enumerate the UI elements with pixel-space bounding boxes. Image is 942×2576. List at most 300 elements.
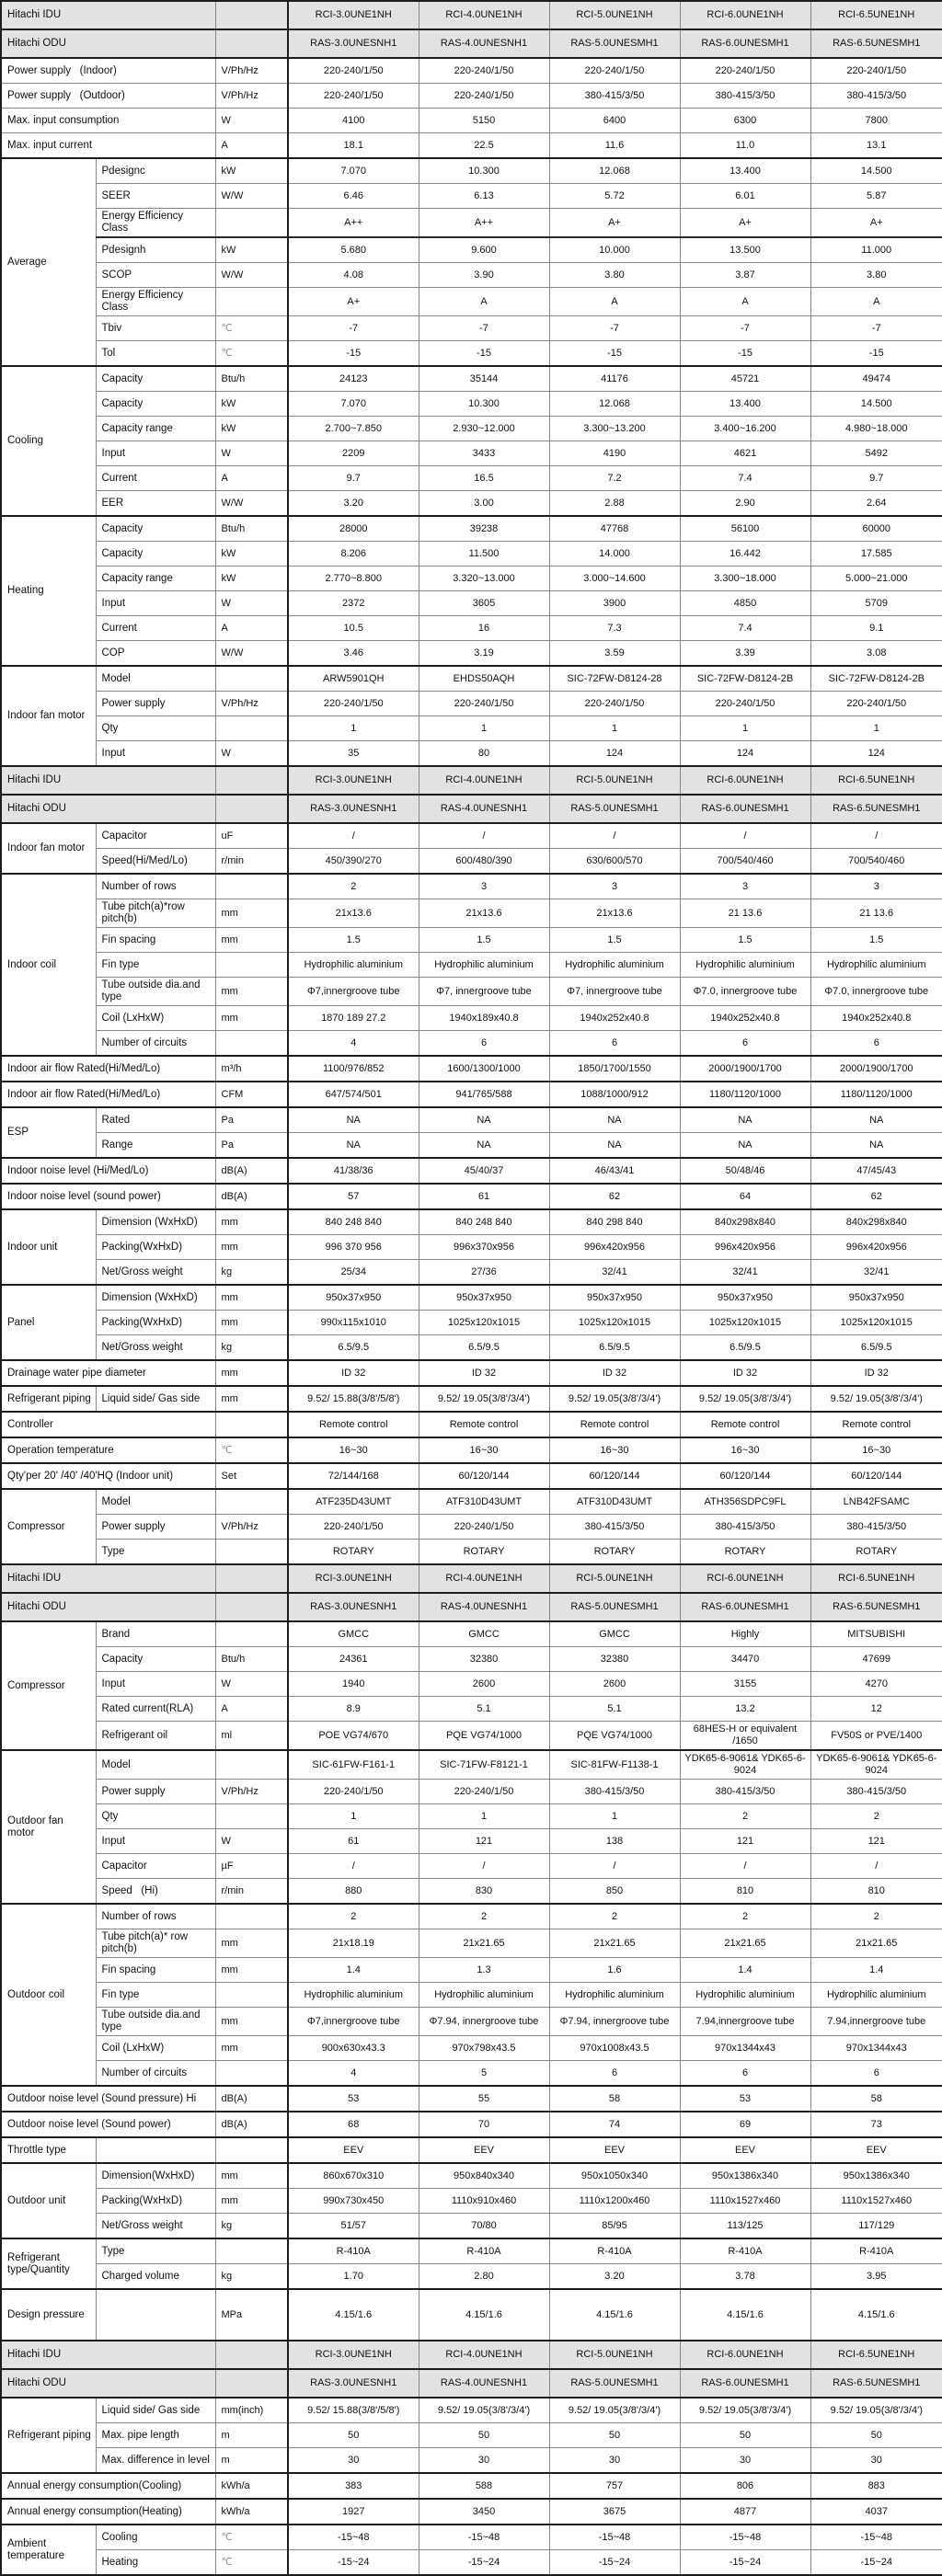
value-cell: R-410A xyxy=(549,2238,680,2264)
value-cell: 50/48/46 xyxy=(680,1158,810,1184)
value-cell: 220-240/1/50 xyxy=(549,58,680,84)
table-row xyxy=(1,1311,942,1335)
unit-cell: V/Ph/Hz xyxy=(215,1515,288,1540)
odu-model-name: RAS-6.5UNESMH1 xyxy=(810,795,942,823)
odu-model-name: RAS-6.0UNESMH1 xyxy=(680,2369,810,2398)
row-label-fin-type: Fin type xyxy=(96,953,215,978)
value-cell: -7 xyxy=(288,316,419,341)
value-cell: 8.9 xyxy=(288,1697,419,1722)
value-cell: ID 32 xyxy=(810,1360,942,1386)
value-cell: 50 xyxy=(419,2423,549,2448)
value-cell: 380-415/3/50 xyxy=(680,1780,810,1804)
value-cell: Remote control xyxy=(549,1412,680,1437)
unit-cell: mm xyxy=(215,1209,288,1235)
value-cell: -15~24 xyxy=(810,2550,942,2576)
table-row xyxy=(1,978,942,1006)
value-cell: Φ7, innergroove tube xyxy=(419,978,549,1006)
row-label-coil-lxhxw: Coil (LxHxW) xyxy=(96,2036,215,2061)
value-cell: 1600/1300/1000 xyxy=(419,1056,549,1082)
value-cell: 4.15/1.6 xyxy=(288,2289,419,2341)
value-cell: 60/120/144 xyxy=(810,1463,942,1489)
value-cell: 2000/1900/1700 xyxy=(680,1056,810,1082)
value-cell: 1088/1000/912 xyxy=(549,1082,680,1107)
table-row xyxy=(1,1133,942,1159)
row-label-input: Input xyxy=(96,1829,215,1854)
unit-cell xyxy=(215,2137,288,2163)
value-cell: 970x1344x43 xyxy=(810,2036,942,2061)
value-cell: 1 xyxy=(680,716,810,741)
value-cell: Φ7.0, innergroove tube xyxy=(680,978,810,1006)
value-cell: 1 xyxy=(419,1804,549,1829)
row-label-qty: Qty xyxy=(96,716,215,741)
table-row xyxy=(1,2008,942,2036)
row-label-number-of-rows: Number of rows xyxy=(96,874,215,899)
value-cell: 996x420x956 xyxy=(680,1235,810,1260)
table-row xyxy=(1,899,942,928)
value-cell: 6.5/9.5 xyxy=(549,1335,680,1361)
table-row xyxy=(1,1780,942,1804)
value-cell: 3450 xyxy=(419,2499,549,2524)
value-cell: NA xyxy=(810,1107,942,1133)
value-cell: 850 xyxy=(549,1879,680,1905)
value-cell: 806 xyxy=(680,2473,810,2499)
value-cell: 1.6 xyxy=(549,1958,680,1983)
value-cell: 14.500 xyxy=(810,392,942,417)
group-label-design-pressure: Design pressure xyxy=(1,2289,96,2341)
group-label-outdoor-unit: Outdoor unit xyxy=(1,2163,96,2238)
value-cell: 950x37x950 xyxy=(419,1285,549,1311)
group-label-outdoor-fan-motor: Outdoor fan motor xyxy=(1,1750,96,1904)
unit-cell: W/W xyxy=(215,641,288,667)
row-label-tbiv: Tbiv xyxy=(96,316,215,341)
value-cell: 4037 xyxy=(810,2499,942,2524)
unit-cell: m xyxy=(215,2448,288,2474)
value-cell: NA xyxy=(810,1133,942,1159)
unit-cell xyxy=(215,1412,288,1437)
table-row xyxy=(1,1958,942,1983)
idu-model-name: RCI-3.0UNE1NH xyxy=(288,766,419,795)
unit-cell: Set xyxy=(215,1463,288,1489)
value-cell: 1110x1200x460 xyxy=(549,2189,680,2214)
row-label-drainage-water-pipe-diameter: Drainage water pipe diameter xyxy=(1,1360,215,1386)
unit-cell: mm xyxy=(215,2163,288,2189)
value-cell: 3 xyxy=(419,874,549,899)
unit-cell: mm xyxy=(215,2008,288,2036)
value-cell: 9.52/ 15.88(3/8'/5/8') xyxy=(288,1386,419,1412)
idu-model-name: RCI-6.5UNE1NH xyxy=(810,2341,942,2369)
table-row xyxy=(1,2264,942,2290)
value-cell: Φ7, innergroove tube xyxy=(549,978,680,1006)
odu-model-name: RAS-3.0UNESNH1 xyxy=(288,29,419,58)
value-cell: 21x13.6 xyxy=(549,899,680,928)
odu-model-name: RAS-4.0UNESNH1 xyxy=(419,1593,549,1621)
value-cell: 220-240/1/50 xyxy=(288,1780,419,1804)
unit-cell: mm xyxy=(215,2036,288,2061)
value-cell: EEV xyxy=(680,2137,810,2163)
unit-cell: W xyxy=(215,109,288,133)
unit-cell: W/W xyxy=(215,184,288,209)
value-cell: 2 xyxy=(680,1804,810,1829)
unit-cell: mm xyxy=(215,1006,288,1031)
value-cell: 9.7 xyxy=(288,466,419,491)
value-cell: 6 xyxy=(549,2061,680,2087)
row-label-pdesignh: Pdesignh xyxy=(96,237,215,263)
value-cell: 9.52/ 19.05(3/8'/3/4') xyxy=(419,2398,549,2423)
unit-cell: m³/h xyxy=(215,1056,288,1082)
value-cell: 47/45/43 xyxy=(810,1158,942,1184)
value-cell: 47768 xyxy=(549,516,680,542)
row-label-refrigerant-oil: Refrigerant oil xyxy=(96,1722,215,1751)
value-cell: 13.2 xyxy=(680,1697,810,1722)
value-cell: A++ xyxy=(419,209,549,238)
value-cell: 2.64 xyxy=(810,491,942,517)
model-header-row-odu xyxy=(1,29,942,58)
value-cell: 46/43/41 xyxy=(549,1158,680,1184)
unit-cell xyxy=(215,209,288,238)
odu-model-name: RAS-5.0UNESMH1 xyxy=(549,795,680,823)
table-row xyxy=(1,874,942,899)
idu-model-name: RCI-4.0UNE1NH xyxy=(419,766,549,795)
value-cell: Φ7,innergroove tube xyxy=(288,2008,419,2036)
unit-cell xyxy=(215,2061,288,2087)
row-label-indoor-air-flow-rated-hi-med-lo: Indoor air flow Rated(Hi/Med/Lo) xyxy=(1,1056,215,1082)
value-cell: -15 xyxy=(419,341,549,367)
unit-cell xyxy=(215,288,288,316)
unit-cell: Btu/h xyxy=(215,366,288,392)
value-cell: 70 xyxy=(419,2112,549,2137)
row-label-capacity: Capacity xyxy=(96,1647,215,1672)
table-row xyxy=(1,209,942,238)
value-cell: 6.13 xyxy=(419,184,549,209)
value-cell: A+ xyxy=(549,209,680,238)
value-cell: -15~24 xyxy=(419,2550,549,2576)
value-cell: 7.4 xyxy=(680,466,810,491)
model-header-row-idu xyxy=(1,766,942,795)
table-row xyxy=(1,2214,942,2239)
value-cell: NA xyxy=(419,1107,549,1133)
value-cell: 840x298x840 xyxy=(810,1209,942,1235)
row-label-annual-energy-consumption-heating: Annual energy consumption(Heating) xyxy=(1,2499,215,2524)
unit-cell: µF xyxy=(215,1854,288,1879)
value-cell: 2 xyxy=(810,1904,942,1929)
value-cell: -15~48 xyxy=(810,2524,942,2550)
value-cell: 16~30 xyxy=(680,1437,810,1463)
group-label-indoor-fan-motor: Indoor fan motor xyxy=(1,823,96,874)
value-cell: Φ7.94, innergroove tube xyxy=(419,2008,549,2036)
row-label-indoor-noise-level-hi-med-lo: Indoor noise level (Hi/Med/Lo) xyxy=(1,1158,215,1184)
unit-cell: dB(A) xyxy=(215,1158,288,1184)
value-cell: POE VG74/670 xyxy=(288,1722,419,1751)
table-row xyxy=(1,928,942,953)
value-cell: / xyxy=(288,1854,419,1879)
row-label-max-input-current: Max. input current xyxy=(1,133,215,159)
idu-model-name: RCI-5.0UNE1NH xyxy=(549,1,680,29)
value-cell: 950x1386x340 xyxy=(680,2163,810,2189)
value-cell: A+ xyxy=(810,209,942,238)
unit-cell: mm xyxy=(215,1929,288,1958)
table-row xyxy=(1,1285,942,1311)
value-cell: -7 xyxy=(810,316,942,341)
value-cell: 3.87 xyxy=(680,263,810,288)
value-cell: -15~48 xyxy=(288,2524,419,2550)
value-cell: ATF235D43UMT xyxy=(288,1489,419,1515)
value-cell: 24123 xyxy=(288,366,419,392)
table-row xyxy=(1,1386,942,1412)
value-cell: 4877 xyxy=(680,2499,810,2524)
value-cell: 700/540/460 xyxy=(680,849,810,875)
value-cell: A xyxy=(549,288,680,316)
value-cell: -15 xyxy=(680,341,810,367)
row-label-eer: EER xyxy=(96,491,215,517)
unit-cell: kW xyxy=(215,392,288,417)
value-cell: 62 xyxy=(810,1184,942,1209)
value-cell: 3.300~13.200 xyxy=(549,417,680,441)
value-cell: 9.52/ 19.05(3/8'/3/4') xyxy=(810,1386,942,1412)
value-cell: GMCC xyxy=(288,1621,419,1647)
value-cell: 2 xyxy=(549,1904,680,1929)
value-cell: ID 32 xyxy=(419,1360,549,1386)
value-cell: 1.5 xyxy=(419,928,549,953)
row-label-tube-pitch-a-row-pitch-b: Tube pitch(a)* row pitch(b) xyxy=(96,1929,215,1958)
value-cell: Highly xyxy=(680,1621,810,1647)
table-row xyxy=(1,1260,942,1286)
value-cell: 21x18.19 xyxy=(288,1929,419,1958)
value-cell: 630/600/570 xyxy=(549,849,680,875)
table-row xyxy=(1,1879,942,1905)
value-cell: 3.320~13.000 xyxy=(419,567,549,591)
row-label-cop: COP xyxy=(96,641,215,667)
unit-cell: ℃ xyxy=(215,316,288,341)
value-cell: 840 298 840 xyxy=(549,1209,680,1235)
row-label-charged-volume: Charged volume xyxy=(96,2264,215,2290)
unit-cell: kW xyxy=(215,567,288,591)
value-cell: FV50S or PVE/1400 xyxy=(810,1722,942,1751)
odu-model-name: RAS-3.0UNESNH1 xyxy=(288,1593,419,1621)
row-label-capacitor: Capacitor xyxy=(96,823,215,849)
table-row xyxy=(1,591,942,616)
table-row xyxy=(1,1750,942,1780)
unit-cell: kWh/a xyxy=(215,2473,288,2499)
unit-cell: W xyxy=(215,1672,288,1697)
value-cell: 21x21.65 xyxy=(549,1929,680,1958)
value-cell: 4.15/1.6 xyxy=(680,2289,810,2341)
table-row xyxy=(1,849,942,875)
value-cell: EEV xyxy=(810,2137,942,2163)
row-label-throttle-type xyxy=(96,2137,215,2163)
table-row xyxy=(1,1056,942,1082)
value-cell: 21x21.65 xyxy=(810,1929,942,1958)
value-cell: / xyxy=(419,823,549,849)
row-label-tube-pitch-a-row-pitch-b: Tube pitch(a)*row pitch(b) xyxy=(96,899,215,928)
value-cell: 7.94,innergroove tube xyxy=(680,2008,810,2036)
value-cell: 3433 xyxy=(419,441,549,466)
value-cell: 880 xyxy=(288,1879,419,1905)
row-label-liquid-side-gas-side: Liquid side/ Gas side xyxy=(96,2398,215,2423)
row-label-model: Model xyxy=(96,666,215,692)
unit-cell: mm xyxy=(215,899,288,928)
value-cell: 21x13.6 xyxy=(419,899,549,928)
value-cell: 220-240/1/50 xyxy=(810,692,942,716)
model-header-row-idu xyxy=(1,1564,942,1593)
value-cell: 380-415/3/50 xyxy=(810,1780,942,1804)
value-cell: 35144 xyxy=(419,366,549,392)
model-header-label-odu: Hitachi ODU xyxy=(1,29,215,58)
value-cell: A++ xyxy=(288,209,419,238)
value-cell: A xyxy=(680,288,810,316)
unit-cell: A xyxy=(215,1697,288,1722)
unit-cell: dB(A) xyxy=(215,2112,288,2137)
odu-model-name: RAS-3.0UNESNH1 xyxy=(288,2369,419,2398)
value-cell: ID 32 xyxy=(680,1360,810,1386)
group-label-ambient-temperature: Ambient temperature xyxy=(1,2524,96,2575)
row-label-max-input-consumption: Max. input consumption xyxy=(1,109,215,133)
table-row xyxy=(1,1209,942,1235)
table-row xyxy=(1,1463,942,1489)
value-cell: SIC-61FW-F161-1 xyxy=(288,1750,419,1780)
idu-model-name: RCI-5.0UNE1NH xyxy=(549,2341,680,2369)
unit-cell: kg xyxy=(215,1335,288,1361)
value-cell: 1180/1120/1000 xyxy=(680,1082,810,1107)
value-cell: GMCC xyxy=(549,1621,680,1647)
value-cell: 810 xyxy=(680,1879,810,1905)
table-row xyxy=(1,1412,942,1437)
value-cell: 18.1 xyxy=(288,133,419,159)
value-cell: 21 13.6 xyxy=(810,899,942,928)
value-cell: 2 xyxy=(680,1904,810,1929)
table-row xyxy=(1,58,942,84)
value-cell: 13.400 xyxy=(680,158,810,184)
idu-model-name: RCI-4.0UNE1NH xyxy=(419,1564,549,1593)
unit-cell: W xyxy=(215,741,288,767)
value-cell: NA xyxy=(288,1107,419,1133)
unit-cell xyxy=(215,1904,288,1929)
value-cell: 1.5 xyxy=(810,928,942,953)
value-cell: 10.5 xyxy=(288,616,419,641)
unit-cell-empty xyxy=(215,2341,288,2369)
value-cell: 11.500 xyxy=(419,542,549,567)
unit-cell: mm xyxy=(215,1958,288,1983)
table-row xyxy=(1,741,942,767)
odu-model-name: RAS-6.0UNESMH1 xyxy=(680,1593,810,1621)
value-cell: 7800 xyxy=(810,109,942,133)
idu-model-name: RCI-6.5UNE1NH xyxy=(810,766,942,795)
row-label-number-of-circuits: Number of circuits xyxy=(96,1031,215,1057)
table-row xyxy=(1,109,942,133)
value-cell: / xyxy=(549,1854,680,1879)
row-label-type: Type xyxy=(96,1540,215,1565)
value-cell: 6 xyxy=(810,2061,942,2087)
value-cell: 68HES-H or equivalent /1650 xyxy=(680,1722,810,1751)
value-cell: 3.46 xyxy=(288,641,419,667)
model-header-label-idu: Hitachi IDU xyxy=(1,1,215,29)
unit-cell: Btu/h xyxy=(215,516,288,542)
value-cell: 588 xyxy=(419,2473,549,2499)
unit-cell: mm xyxy=(215,928,288,953)
row-label-rated: Rated xyxy=(96,1107,215,1133)
table-row xyxy=(1,466,942,491)
value-cell: 3 xyxy=(549,874,680,899)
value-cell: 1180/1120/1000 xyxy=(810,1082,942,1107)
value-cell: 3675 xyxy=(549,2499,680,2524)
row-label-net-gross-weight: Net/Gross weight xyxy=(96,1335,215,1361)
unit-cell: kW xyxy=(215,542,288,567)
unit-cell: mm xyxy=(215,1235,288,1260)
value-cell: 4.15/1.6 xyxy=(419,2289,549,2341)
odu-model-name: RAS-3.0UNESNH1 xyxy=(288,795,419,823)
value-cell: 4 xyxy=(288,1031,419,1057)
value-cell: 380-415/3/50 xyxy=(810,1515,942,1540)
unit-cell xyxy=(215,874,288,899)
value-cell: -15 xyxy=(288,341,419,367)
row-label-power-supply: Power supply xyxy=(96,692,215,716)
table-row xyxy=(1,491,942,517)
value-cell: 85/95 xyxy=(549,2214,680,2239)
value-cell: ROTARY xyxy=(549,1540,680,1565)
table-row xyxy=(1,1904,942,1929)
value-cell: NA xyxy=(680,1133,810,1159)
model-header-label-odu: Hitachi ODU xyxy=(1,2369,215,2398)
row-label-fin-spacing: Fin spacing xyxy=(96,928,215,953)
value-cell: 810 xyxy=(810,1879,942,1905)
unit-cell xyxy=(215,1804,288,1829)
value-cell: 58 xyxy=(549,2086,680,2112)
value-cell: 32380 xyxy=(419,1647,549,1672)
value-cell: 1 xyxy=(419,716,549,741)
value-cell: 1.5 xyxy=(549,928,680,953)
value-cell: 950x37x950 xyxy=(549,1285,680,1311)
value-cell: 60/120/144 xyxy=(419,1463,549,1489)
value-cell: SIC-72FW-D8124-28 xyxy=(549,666,680,692)
model-header-row-odu xyxy=(1,1593,942,1621)
table-row xyxy=(1,341,942,367)
idu-model-name: RCI-6.5UNE1NH xyxy=(810,1564,942,1593)
value-cell: 3.400~16.200 xyxy=(680,417,810,441)
value-cell: 380-415/3/50 xyxy=(680,1515,810,1540)
value-cell: PQE VG74/1000 xyxy=(549,1722,680,1751)
row-label-net-gross-weight: Net/Gross weight xyxy=(96,2214,215,2239)
value-cell: Remote control xyxy=(288,1412,419,1437)
table-row xyxy=(1,1235,942,1260)
value-cell: Hydrophilic aluminium xyxy=(419,953,549,978)
value-cell: 45/40/37 xyxy=(419,1158,549,1184)
value-cell: 3.95 xyxy=(810,2264,942,2290)
table-row xyxy=(1,1804,942,1829)
value-cell: 16~30 xyxy=(810,1437,942,1463)
value-cell: EEV xyxy=(549,2137,680,2163)
value-cell: 1025x120x1015 xyxy=(549,1311,680,1335)
row-label-controller: Controller xyxy=(1,1412,215,1437)
value-cell: 1100/976/852 xyxy=(288,1056,419,1082)
value-cell: Hydrophilic aluminium xyxy=(549,953,680,978)
row-label-power-supply-outdoor: Power supply (Outdoor) xyxy=(1,84,215,109)
unit-cell: mm xyxy=(215,1311,288,1335)
table-row xyxy=(1,2112,942,2137)
value-cell: 1110x1527x460 xyxy=(810,2189,942,2214)
value-cell: 32/41 xyxy=(810,1260,942,1286)
value-cell: 56100 xyxy=(680,516,810,542)
value-cell: Hydrophilic aluminium xyxy=(810,953,942,978)
row-label-capacity: Capacity xyxy=(96,516,215,542)
value-cell: 220-240/1/50 xyxy=(810,58,942,84)
value-cell: 1850/1700/1550 xyxy=(549,1056,680,1082)
row-label-dimension-wxhxd: Dimension (WxHxD) xyxy=(96,1209,215,1235)
value-cell: 220-240/1/50 xyxy=(288,692,419,716)
value-cell: 3.08 xyxy=(810,641,942,667)
value-cell: 9.52/ 19.05(3/8'/3/4') xyxy=(680,2398,810,2423)
value-cell: 5.000~21.000 xyxy=(810,567,942,591)
value-cell: 53 xyxy=(680,2086,810,2112)
row-label-power-supply-indoor: Power supply (Indoor) xyxy=(1,58,215,84)
